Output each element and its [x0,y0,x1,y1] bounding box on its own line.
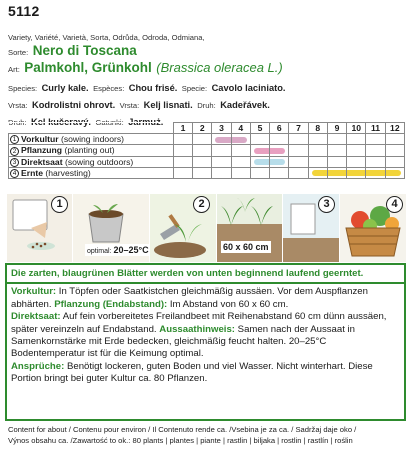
harvest-headline: Die zarten, blaugrünen Blätter werden von unten beginnend laufend geerntet. [11,268,364,279]
month-header: 3 [212,123,231,134]
month-header: 11 [366,123,385,134]
month-cell [289,156,308,167]
month-cell [385,134,404,145]
month-cell [385,156,404,167]
calendar-header-row [9,123,405,134]
divider [7,282,404,284]
period-bar [232,137,247,143]
translation-label: Species: [8,84,38,93]
step-translation: (planting out) [64,145,115,156]
period-bar [215,137,230,143]
step-3-badge: 3 [318,196,335,213]
temperature-value: 20–25°C [113,245,149,255]
step-number-circle: 1 [10,135,19,144]
translation-value: Jarmuż. [128,117,164,127]
month-cell [385,145,404,156]
calendar-row-label [9,145,174,156]
month-cell [327,145,346,156]
vorkultur-paragraph [11,286,400,311]
aussaat-text: Samen nach der Aussaat in Samenkornstärke mit Erde bedecken, gleichmäßig feucht halten. 20–25°C Bodentemperatur ist für die Keimung optimal. [11,323,356,360]
translations-row-2 [8,96,408,112]
month-header: 2 [193,123,212,134]
content-line-1: Content for about / Contenu pour environ / Il Contenuto rende ca. /Vsebina je za ca. / Sadržaj daje oko / [8,425,357,434]
variety-name: Nero di Toscana [32,43,137,58]
month-header: 9 [327,123,346,134]
translation-value: Kelj lisnati. [143,100,193,110]
month-cell [327,156,346,167]
month-cell [250,156,269,167]
temperature-label [85,244,151,256]
month-cell [231,145,250,156]
step-name: Pflanzung [21,145,63,156]
step-1-badge: 1 [51,196,68,213]
month-cell [366,156,385,167]
month-cell [289,145,308,156]
calendar-row-vorkultur [9,134,405,145]
month-cell [270,167,289,178]
month-cell [193,156,212,167]
step-translation: (sowing outdoors) [64,156,134,167]
translation-label: Vrsta: [8,101,28,110]
illustration-germination [73,194,149,262]
calendar-row-label [9,167,174,178]
month-cell [366,145,385,156]
step-2-badge: 2 [193,196,210,213]
illustration-direct-sowing [283,194,339,262]
month-cell [212,156,231,167]
month-cell [308,156,327,167]
month-cell [327,167,346,178]
translation-value: Curly kale. [41,83,89,93]
step-translation: (harvesting) [45,167,91,178]
month-cell [212,145,231,156]
month-cell [327,134,346,145]
ansprueche-text: Benötigt lockeren, guten Boden und viel Wasser. Nicht winterhart. Diese Portion bringt bei guter Kultur ca. 80 Pflanzen. [11,360,373,385]
direktsaat-text: Auf fein vorbereitetes Freilandbeet mit Reihenabstand 60 cm dünn aussäen, später vereinzeln auf Endabstand. [11,311,387,335]
plant-names-block [8,43,408,129]
ansprueche-paragraph [11,361,400,386]
month-cell [212,134,231,145]
month-cell [173,134,192,145]
translation-value: Kodrolistni ohrovt. [32,100,116,110]
step-translation: (sowing indoors) [60,134,125,145]
translations-row-1 [8,79,408,95]
month-cell [289,167,308,178]
illustration-planting [150,194,216,262]
month-cell [250,134,269,145]
step-name: Ernte [21,167,43,178]
month-cell [193,145,212,156]
ansprueche-label: Ansprüche: [11,360,65,372]
direktsaat-paragraph [11,311,400,361]
translation-label: Vrsta: [119,101,140,110]
calendar-row-label [9,156,174,167]
period-bar [366,170,384,176]
step-name: Direktsaat [21,156,63,167]
translation-value: Cavolo laciniato. [211,83,286,93]
vorkultur-label: Vorkultur: [11,286,57,298]
translation-value: Chou frisé. [128,83,178,93]
art-label: Art: [8,65,20,74]
sorte-label: Sorte: [8,48,29,57]
step-number-circle: 2 [10,147,19,156]
step-name: Vorkultur [21,134,59,145]
month-cell [347,145,366,156]
calendar-corner-cell [9,123,174,134]
month-header: 4 [231,123,250,134]
month-cell [366,167,385,178]
period-bar [270,159,285,165]
month-cell [308,134,327,145]
month-header: 8 [308,123,327,134]
month-cell [173,145,192,156]
month-cell [231,134,250,145]
month-cell [347,156,366,167]
illustration-spacing [217,194,282,262]
cultivation-instructions [5,263,406,421]
illustration-harvest [340,194,406,262]
month-cell [270,145,289,156]
calendar-row-label [9,134,174,145]
vorkultur-text: In Töpfen oder Saatkistchen gleichmäßig aussäen. Vor dem Auspflanzen abhärten. [11,286,368,310]
month-cell [193,167,212,178]
calendar-row-pflanzung [9,145,405,156]
month-cell [250,167,269,178]
month-header: 7 [289,123,308,134]
spacing-label: 60 x 60 cm [223,242,269,252]
month-cell [347,167,366,178]
month-cell [173,167,192,178]
translation-label: Druh: [197,101,216,110]
month-cell [308,167,327,178]
month-cell [250,145,269,156]
translation-value: Kadeřávek. [220,100,270,110]
variety-languages-line: Variety, Variété, Varietà, Sorta, Odrůda, Odroda, Odmiana, [8,33,205,42]
period-bar [328,170,346,176]
month-cell [231,156,250,167]
latin-name: (Brassica oleracea L.) [156,60,283,75]
month-cell [289,134,308,145]
month-cell [385,167,404,178]
month-cell [366,134,385,145]
month-cell [270,134,289,145]
month-header: 5 [250,123,269,134]
month-header: 12 [385,123,404,134]
pflanzung-label: Pflanzung (Endabstand): [54,298,168,310]
translation-label: Specie: [181,84,208,93]
period-bar [312,170,327,176]
translation-label: Espèces: [93,84,125,93]
content-line-2: Výnos obsahu ca. /Zawartość to ok.: 80 plants | plantes | piante | rastlin | biljaka | rostlin | rastlín | roślin [8,436,353,445]
instruction-illustrations [7,194,406,262]
sorte-row [8,43,408,59]
illustration-sowing-indoors [7,194,72,262]
step-4-badge: 4 [386,196,403,213]
art-row [8,60,408,76]
period-bar [270,148,285,154]
month-header: 10 [347,123,366,134]
aussaat-label: Aussaathinweis: [159,323,235,335]
species-name: Palmkohl, Grünkohl [24,60,152,75]
month-cell [212,167,231,178]
month-cell [347,134,366,145]
month-cell [231,167,250,178]
period-bar [347,170,365,176]
period-bar [254,159,269,165]
direktsaat-label: Direktsaat: [11,311,61,323]
month-cell [173,156,192,167]
step-number-circle: 4 [10,169,19,178]
step-number-circle: 3 [10,158,19,167]
translation-label: Gatunki: [95,118,124,127]
period-bar [254,148,269,154]
calendar-row-ernte [9,167,405,178]
month-cell [308,145,327,156]
calendar-row-direktsaat [9,156,405,167]
month-header: 6 [270,123,289,134]
month-cell [270,156,289,167]
pflanzung-text: Im Abstand von 60 x 60 cm. [169,298,289,310]
month-cell [193,134,212,145]
translation-label: Druh: [8,118,27,127]
translation-value: Kel kučeravý. [31,117,91,127]
temperature-prefix: optimal: [87,248,112,255]
sowing-calendar-table [8,122,405,179]
period-bar [386,170,401,176]
month-header: 1 [173,123,192,134]
article-number: 5112 [8,3,40,19]
